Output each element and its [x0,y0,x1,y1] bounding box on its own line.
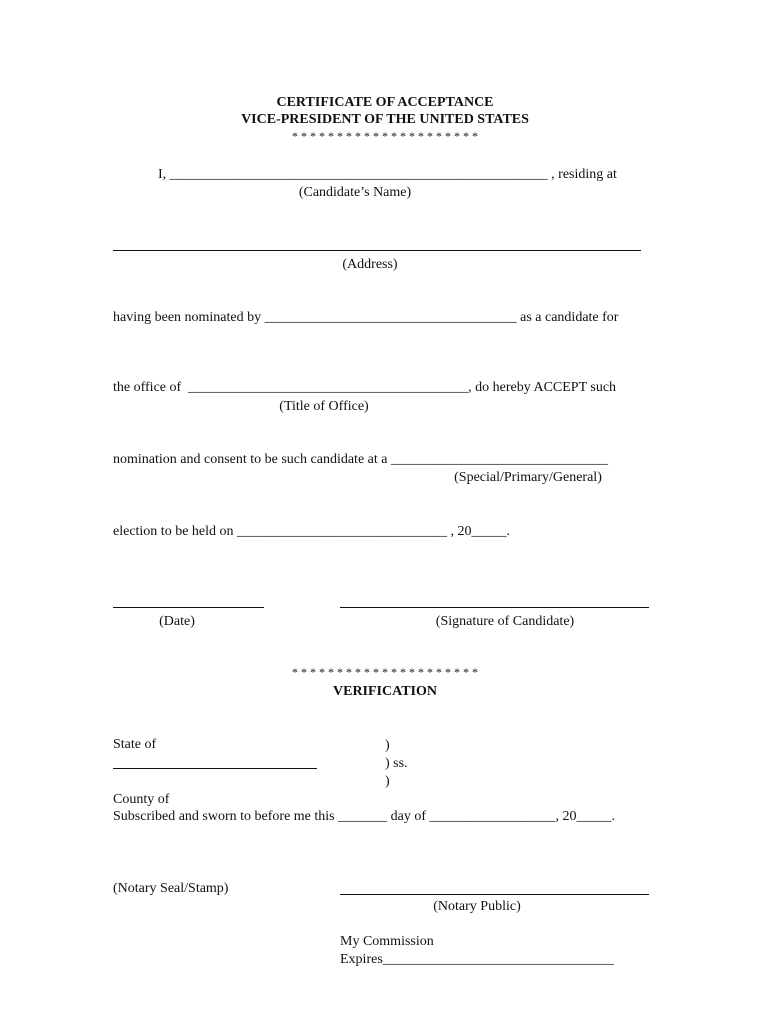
date-caption: (Date) [159,614,195,629]
notary-seal-label: (Notary Seal/Stamp) [113,881,229,896]
state-blank-line [113,768,317,769]
title-line-1: CERTIFICATE OF ACCEPTANCE [276,95,494,110]
notary-public-caption: (Notary Public) [433,899,521,914]
election-type-caption: (Special/Primary/General) [454,470,602,485]
date-signature-line [113,607,264,608]
venue-ss: ) ss. [385,756,408,771]
nominated-by-line: having been nominated by ____________________________________ as a candidate for [113,310,619,325]
notary-signature-line [340,894,649,895]
address-caption: (Address) [342,257,398,272]
county-label: County of [113,792,170,807]
subscribed-sworn-line: Subscribed and sworn to before me this _______ day of __________________, 20_____. [113,809,615,824]
verification-stars-divider: * * * * * * * * * * * * * * * * * * * * * [292,665,478,679]
commission-label: My Commission [340,934,434,949]
signature-caption: (Signature of Candidate) [435,614,575,629]
address-line [113,250,641,251]
verification-heading: VERIFICATION [333,684,437,699]
candidate-name-line: I, ______________________________________________________ , residing at [158,167,617,182]
nomination-consent-line: nomination and consent to be such candidate at a _______________________________ [113,452,608,467]
title-stars-divider: * * * * * * * * * * * * * * * * * * * * * [292,129,478,143]
title-line-2: VICE-PRESIDENT OF THE UNITED STATES [241,112,529,127]
venue-paren-top: ) [385,738,390,753]
office-caption: (Title of Office) [279,399,369,414]
candidate-signature-line [340,607,649,608]
venue-paren-bottom: ) [385,774,390,789]
office-line: the office of ________________________________________, do hereby ACCEPT such [113,380,617,395]
state-label: State of [113,737,157,752]
commission-expires-line: Expires_________________________________ [340,952,614,967]
election-date-line: election to be held on ______________________________ , 20_____. [113,524,511,539]
candidate-name-caption: (Candidate’s Name) [298,185,412,200]
